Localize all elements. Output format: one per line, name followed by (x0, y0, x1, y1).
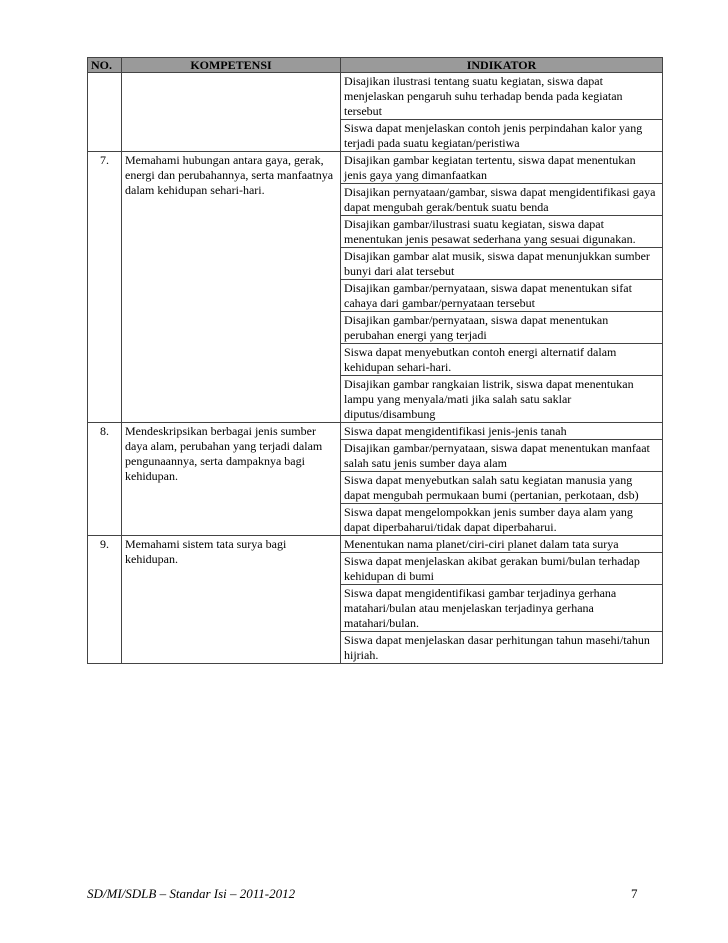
competency-table (87, 57, 663, 664)
row-number: 9. (88, 536, 122, 664)
indikator-cell: Disajikan gambar/pernyataan, siswa dapat menentukan manfaat salah satu jenis sumber daya alam (341, 440, 663, 472)
indikator-cell: Disajikan ilustrasi tentang suatu kegiatan, siswa dapat menjelaskan pengaruh suhu terhadap benda pada kegiatan tersebut (341, 73, 663, 120)
kompetensi-cell: Memahami hubungan antara gaya, gerak, energi dan perubahannya, serta manfaatnya dalam kehidupan sehari-hari. (122, 152, 341, 423)
indikator-cell: Disajikan gambar/pernyataan, siswa dapat menentukan perubahan energi yang terjadi (341, 312, 663, 344)
indikator-cell: Siswa dapat menyebutkan salah satu kegiatan manusia yang dapat mengubah permukaan bumi (pertanian, perkotaan, dsb) (341, 472, 663, 504)
row-number (88, 73, 122, 152)
row-number: 7. (88, 152, 122, 423)
indikator-cell: Siswa dapat mengelompokkan jenis sumber daya alam yang dapat diperbaharui/tidak dapat diperbaharui. (341, 504, 663, 536)
header-kompetensi: KOMPETENSI (122, 58, 341, 73)
kompetensi-cell (122, 73, 341, 152)
kompetensi-cell: Mendeskripsikan berbagai jenis sumber daya alam, perubahan yang terjadi dalam pengunaannya, serta dampaknya bagi kehidupan. (122, 423, 341, 536)
header-no: NO. (88, 58, 122, 73)
indikator-cell: Siswa dapat menjelaskan akibat gerakan bumi/bulan terhadap kehidupan di bumi (341, 553, 663, 585)
indikator-cell: Disajikan gambar/pernyataan, siswa dapat menentukan sifat cahaya dari gambar/pernyataan tersebut (341, 280, 663, 312)
header-indikator: INDIKATOR (341, 58, 663, 73)
indikator-cell: Disajikan gambar/ilustrasi suatu kegiatan, siswa dapat menentukan jenis pesawat sederhana yang sesuai digunakan. (341, 216, 663, 248)
table-row (88, 423, 663, 440)
footer-page-number: 7 (631, 886, 638, 901)
indikator-cell: Siswa dapat menjelaskan dasar perhitungan tahun masehi/tahun hijriah. (341, 632, 663, 664)
indikator-cell: Disajikan gambar alat musik, siswa dapat menunjukkan sumber bunyi dari alat tersebut (341, 248, 663, 280)
row-number: 8. (88, 423, 122, 536)
indikator-cell: Menentukan nama planet/ciri-ciri planet dalam tata surya (341, 536, 663, 553)
footer-document-title: SD/MI/SDLB – Standar Isi – 2011-2012 (87, 886, 296, 901)
kompetensi-cell: Memahami sistem tata surya bagi kehidupan. (122, 536, 341, 664)
indikator-cell: Disajikan gambar rangkaian listrik, siswa dapat menentukan lampu yang menyala/mati jika salah satu saklar diputus/disambung (341, 376, 663, 423)
indikator-cell: Siswa dapat mengidentifikasi jenis-jenis tanah (341, 423, 663, 440)
table-row (88, 152, 663, 184)
indikator-cell: Siswa dapat menyebutkan contoh energi alternatif dalam kehidupan sehari-hari. (341, 344, 663, 376)
table-row (88, 536, 663, 553)
table-row (88, 73, 663, 120)
indikator-cell: Disajikan gambar kegiatan tertentu, siswa dapat menentukan jenis gaya yang dimanfaatkan (341, 152, 663, 184)
indikator-cell: Siswa dapat mengidentifikasi gambar terjadinya gerhana matahari/bulan atau menjelaskan terjadinya gerhana matahari/bulan. (341, 585, 663, 632)
table-header-row (88, 58, 663, 73)
indikator-cell: Siswa dapat menjelaskan contoh jenis perpindahan kalor yang terjadi pada suatu kegiatan/peristiwa (341, 120, 663, 152)
indikator-cell: Disajikan pernyataan/gambar, siswa dapat mengidentifikasi gaya dapat mengubah gerak/bentuk suatu benda (341, 184, 663, 216)
